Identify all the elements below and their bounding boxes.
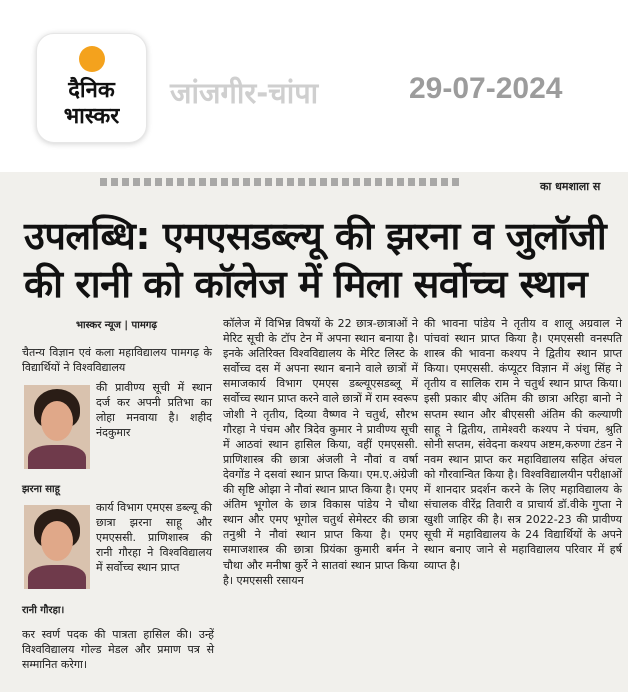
- article-headline: [24, 212, 614, 308]
- edition-date: 29-07-2024: [409, 72, 563, 105]
- logo-text-line2: भास्कर: [63, 104, 120, 129]
- article-byline: भास्कर न्यूज | पामगढ़: [76, 320, 158, 331]
- logo-text-line1: दैनिक: [68, 78, 115, 103]
- edition-place: जांजगीर-चांपा: [170, 76, 319, 110]
- column-1-intro: चैतन्य विज्ञान एवं कला महाविद्यालय पामगढ़ के विद्यार्थियों ने विश्वविद्यालय: [22, 346, 212, 375]
- cut-text-strip: [100, 178, 460, 186]
- sun-icon: [79, 46, 105, 72]
- dainik-bhaskar-logo[interactable]: [36, 33, 147, 143]
- column-1-text-beside-photo-2: कार्य विभाग एमएस डब्ल्यू की छात्रा झरना साहू और एमएससी. प्राणिशास्त्र की रानी गौरहा ने विश्वविद्यालय में सर्वोच्च स्थान प्राप्त: [96, 501, 212, 575]
- headline-line-1: उपलब्धि: एमएसडब्ल्यू की झरना व जुलॉजी: [24, 214, 607, 258]
- photo-caption-2: रानी गौरहा।: [22, 605, 65, 616]
- photo-rani-gourha: [24, 505, 90, 589]
- header-bar: [0, 0, 628, 172]
- column-1-end: कर स्वर्ण पदक की पात्रता हासिल की। उन्हें विश्वविद्यालय गोल्ड मेडल और प्रमाण पत्र से सम्मानित करेगा।: [22, 628, 214, 672]
- column-1-text-beside-photo-1: की प्रावीण्य सूची में स्थान दर्ज कर अपनी प्रतिभा का लोहा मनवाया है। शहीद नंदकुमार: [96, 381, 212, 440]
- column-3-text: की भावना पांडेय ने तृतीय व शालू अग्रवाल ने पांचवां स्थान प्राप्त किया है। एमएससी वनस्पति शास्त्र की भावना कश्यप ने द्वितीय स्थान प्राप्त किया। एमएससी. कंप्यूटर विज्ञान में अंशु सिंह ने तृतीय व सालिक राम ने चतुर्थ स्थान प्राप्त किया। इसी प्रकार बीए अंतिम की छात्रा अरिहा बानो ने सप्तम स्थान और बीएससी अंतिम की कल्याणी साहू ने द्वितीय, तामेश्वरी कश्यप ने पंचम, श्रुति सोनी सप्तम, संवेदना कश्यप अष्टम,करुणा टंडन ने नवम स्थान प्राप्त कर महाविद्यालय सहित अंचल को गौरवान्वित किया है। विश्वविद्यालयीन परीक्षाओं में शानदार प्रदर्शन करने के लिए महाविद्यालय के संचालक वीरेंद्र तिवारी व प्राचार्य डॉ.वीके गुप्ता ने खुशी जाहिर की है। सत्र 2022-23 की प्रावीण्य सूची में महाविद्यालय के 24 विद्यार्थियों के अपने स्थान बनाए जाने से महाविद्यालय परिवार में हर्ष व्याप्त है।: [424, 317, 622, 572]
- photo-caption-1: झरना साहू: [22, 484, 60, 495]
- column-2-text: कॉलेज में विभिन्न विषयों के 22 छात्र-छात्राओं ने मेरिट सूची के टॉप टेन में अपना स्थान बनाया है। इनके अतिरिक्त विश्वविद्यालय के मेरिट लिस्ट के सर्वोच्च दस में अपना स्थान बनाने वाले छात्रों में समाजकार्य विभाग एमएस डब्ल्यूएसडब्लू में सर्वोच्च स्थान प्राप्त करने वाले छात्रों में राम स्वरूप जोशी ने तृतीय, दिव्या वैष्णव ने चतुर्थ, सौरभ गौरहा ने पंचम और त्रिदेव कुमार ने प्रावीण्य सूची में आठवां स्थान हासिल किया, वहीं एमएससी. प्राणिशास्त्र की छात्रा अंजली ने नौवां व वर्षा देवगोंड ने दसवां स्थान प्राप्त किया। एम.ए.अंग्रेजी की सृष्टि ओझा ने नौवां स्थान प्राप्त किया है। एमए अंतिम भूगोल के छात्र विकास पांडेय ने चौथा स्थान और एमए भूगोल चतुर्थ सेमेस्टर की छात्रा तनुश्री ने नौवां स्थान प्राप्त किया है। एमए समाजशास्त्र की छात्रा प्रियंका कुमारी बर्मन ने चौथा और मनीषा कुर्रे ने सातवां स्थान प्राप्त किया है। एमएससी रसायन: [223, 317, 418, 587]
- cut-text-fragment: का धमशाला स: [540, 180, 601, 193]
- photo-jharna-sahu: [24, 385, 90, 469]
- headline-line-2: की रानी को कॉलेज में मिला सर्वोच्च स्थान: [24, 262, 588, 306]
